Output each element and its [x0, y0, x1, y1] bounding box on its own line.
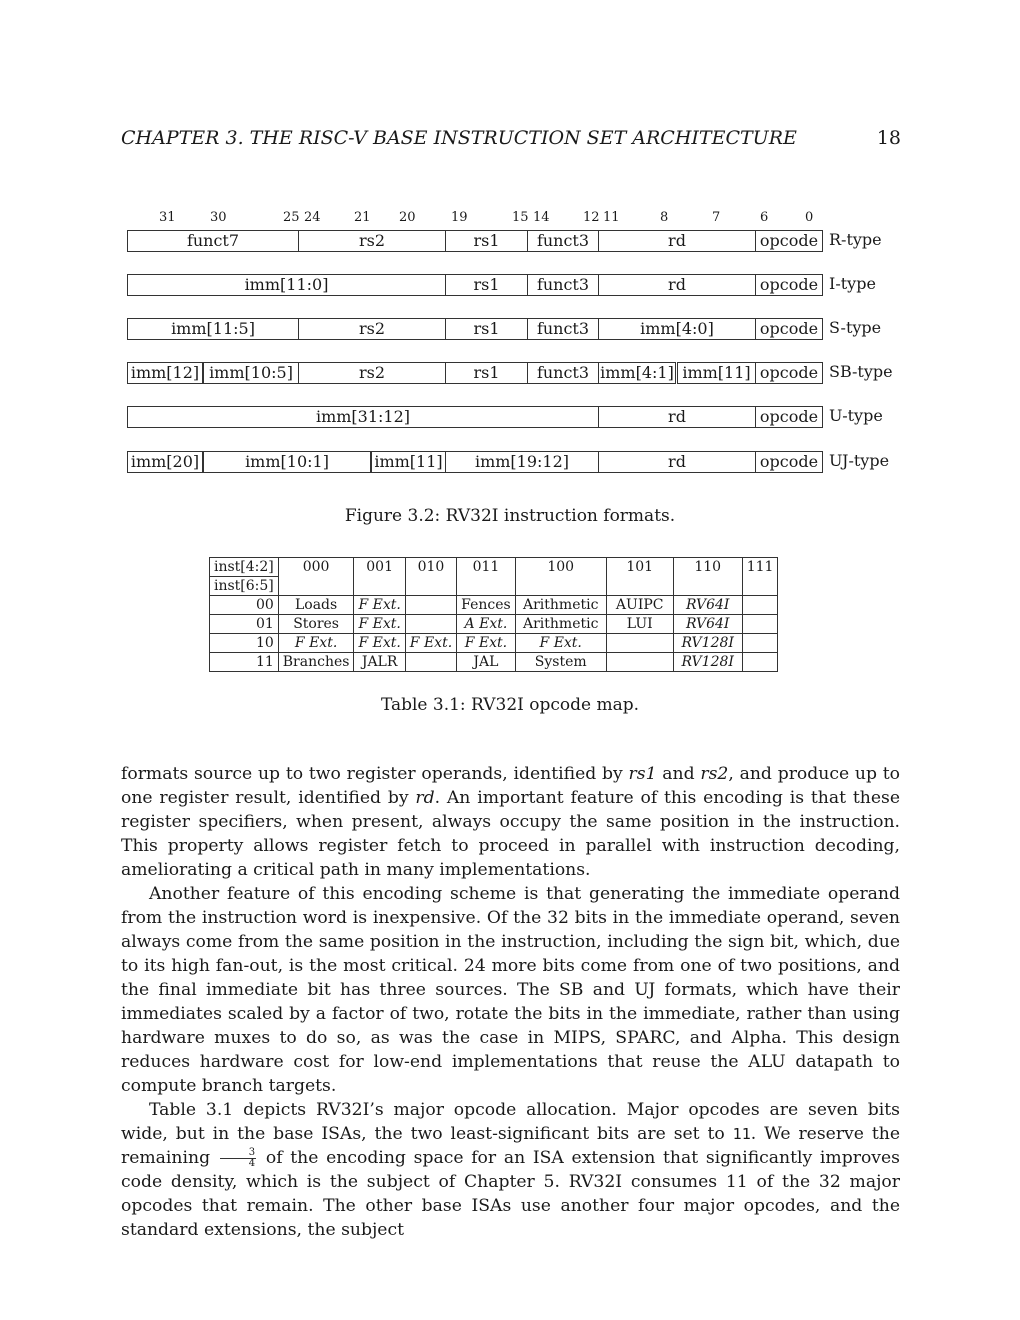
column-header: 011 — [457, 558, 516, 596]
field-rs1: rs1 — [445, 230, 528, 252]
table-cell: F Ext. — [354, 615, 405, 634]
row-label: 11 — [210, 653, 279, 672]
column-header: 111 — [742, 558, 778, 596]
bit-number: 19 — [451, 210, 468, 225]
table-row — [210, 653, 778, 672]
row-label: 01 — [210, 615, 279, 634]
field-rs2: rs2 — [298, 318, 446, 340]
table-cell — [606, 634, 673, 653]
table-cell — [405, 653, 456, 672]
table-cell: Stores — [278, 615, 354, 634]
term-rs1: rs1 — [628, 764, 657, 784]
field-opcode: opcode — [755, 451, 823, 473]
field-opcode: opcode — [755, 318, 823, 340]
table-cell: F Ext. — [405, 634, 456, 653]
bit-number: 15 — [512, 210, 529, 225]
format-type-label: SB-type — [829, 362, 893, 381]
figure-caption: Figure 3.2: RV32I instruction formats. — [344, 506, 676, 526]
table-cell: Branches — [278, 653, 354, 672]
table-cell — [742, 634, 778, 653]
table-cell: F Ext. — [354, 596, 405, 615]
table-cell — [405, 596, 456, 615]
table-cell: F Ext. — [278, 634, 354, 653]
table-caption: Table 3.1: RV32I opcode map. — [380, 695, 640, 715]
text-run: Table 3.1 depicts RV32I’s major opcode allocation. Major opcodes are seven bits wide, but in the base ISAs, the two least-significant bits are set to — [121, 1100, 900, 1144]
paragraph-2: Another feature of this encoding scheme is that generating the immediate operand from the instruction word is inexpensive. Of the 32 bits in the immediate operand, seven always come from the same position in the instruction, including the sign bit, which, due to its high fan-out, is the most critical. 24 more bits come from one of two positions, and the final immediate bit has three sources. The SB and UJ formats, which have their immediates scaled by a factor of two, rotate the bits in the immediate, rather than using hardware muxes to do so, as was the case in MIPS, SPARC, and Alpha. This design reduces hardware cost for low-end implementations that reuse the ALU datapath to compute branch targets. — [121, 884, 900, 1096]
format-type-label: S-type — [829, 318, 882, 337]
table-corner-bottom: inst[6:5] — [210, 577, 279, 596]
column-header: 000 — [278, 558, 354, 596]
bit-number: 7 — [712, 210, 721, 225]
code-literal: 11 — [732, 1125, 751, 1143]
bit-number: 21 — [354, 210, 371, 225]
bit-number: 14 — [533, 210, 550, 225]
table-cell — [405, 615, 456, 634]
field-rs2: rs2 — [298, 230, 446, 252]
field-rd: rd — [598, 451, 756, 473]
column-header: 110 — [673, 558, 742, 596]
table-cell: RV64I — [673, 615, 742, 634]
field-opcode: opcode — [755, 406, 823, 428]
table-cell: JALR — [354, 653, 405, 672]
field-imm-4-1: imm[4:1] — [598, 362, 676, 384]
term-rs2: rs2 — [700, 764, 729, 784]
table-corner-top: inst[4:2] — [210, 558, 279, 577]
fraction — [220, 1148, 256, 1169]
text-run: . We reserve the remaining — [121, 1124, 900, 1168]
bit-number: 20 — [399, 210, 416, 225]
bit-number: 6 — [760, 210, 769, 225]
table-cell: RV64I — [673, 596, 742, 615]
column-header: 010 — [405, 558, 456, 596]
field-rs1: rs1 — [445, 274, 528, 296]
field-rs1: rs1 — [445, 318, 528, 340]
field-rs1: rs1 — [445, 362, 528, 384]
bit-number: 31 — [159, 210, 176, 225]
body-text — [121, 762, 900, 1242]
table-cell — [742, 596, 778, 615]
field-funct3: funct3 — [527, 362, 599, 384]
field-funct3: funct3 — [527, 274, 599, 296]
field-imm-31-12: imm[31:12] — [127, 406, 599, 428]
table-cell: JAL — [457, 653, 516, 672]
column-header: 001 — [354, 558, 405, 596]
table-cell: F Ext. — [354, 634, 405, 653]
text-run: of the encoding space for an ISA extension that significantly improves code density, which is the subject of Chapter 5. RV32I consumes 11 of the 32 major opcodes that remain. The other base ISAs use another four major opcodes, and the standard extensions, the subject — [121, 1148, 900, 1240]
format-type-label: U-type — [829, 406, 883, 425]
bit-number: 30 — [210, 210, 227, 225]
table-cell: Loads — [278, 596, 354, 615]
table-cell — [742, 615, 778, 634]
column-header: 100 — [515, 558, 606, 596]
table-cell: RV128I — [673, 634, 742, 653]
table-row — [210, 615, 778, 634]
table-cell — [742, 653, 778, 672]
opcode-map-table — [209, 557, 778, 672]
bit-number: 24 — [304, 210, 321, 225]
table-cell: F Ext. — [457, 634, 516, 653]
bit-number: 8 — [660, 210, 669, 225]
table-cell: Arithmetic — [515, 596, 606, 615]
table-cell: A Ext. — [457, 615, 516, 634]
column-header: 101 — [606, 558, 673, 596]
text-run: formats source up to two register operands, identified by — [121, 764, 629, 784]
table-cell: AUIPC — [606, 596, 673, 615]
table-cell: F Ext. — [515, 634, 606, 653]
field-funct3: funct3 — [527, 230, 599, 252]
field-imm-20: imm[20] — [127, 451, 203, 473]
field-opcode: opcode — [755, 230, 823, 252]
table-cell: LUI — [606, 615, 673, 634]
field-imm-10-1: imm[10:1] — [203, 451, 371, 473]
field-rd: rd — [598, 274, 756, 296]
fraction-numerator: 3 — [220, 1148, 256, 1159]
bit-number: 25 — [283, 210, 300, 225]
field-imm-19-12: imm[19:12] — [445, 451, 599, 473]
field-opcode: opcode — [755, 274, 823, 296]
page-number: 18 — [876, 127, 901, 149]
text-run: and — [656, 764, 701, 784]
bit-number: 0 — [805, 210, 814, 225]
term-rd: rd — [415, 788, 435, 808]
field-imm: imm[11:0] — [127, 274, 446, 296]
table-cell: RV128I — [673, 653, 742, 672]
fraction-denominator: 4 — [248, 1158, 256, 1169]
table-cell: System — [515, 653, 606, 672]
chapter-title: CHAPTER 3. THE RISC-V BASE INSTRUCTION SET ARCHITECTURE — [121, 127, 797, 149]
table-cell: Fences — [457, 596, 516, 615]
table-row — [210, 634, 778, 653]
page-header — [121, 127, 901, 149]
field-funct7: funct7 — [127, 230, 299, 252]
format-type-label: UJ-type — [829, 451, 890, 470]
row-label: 00 — [210, 596, 279, 615]
table-cell — [606, 653, 673, 672]
table-row — [210, 596, 778, 615]
field-imm-high: imm[11:5] — [127, 318, 299, 340]
text-run: , and produce up to one register result, identified by — [121, 764, 901, 808]
field-rd: rd — [598, 230, 756, 252]
field-rd: rd — [598, 406, 756, 428]
paragraph-3 — [121, 1098, 900, 1242]
field-imm-11: imm[11] — [371, 451, 446, 473]
table-cell: Arithmetic — [515, 615, 606, 634]
row-label: 10 — [210, 634, 279, 653]
bit-number: 12 — [583, 210, 600, 225]
field-imm-low: imm[4:0] — [598, 318, 756, 340]
table-header-row — [210, 558, 778, 577]
format-type-label: R-type — [829, 230, 882, 249]
field-rs2: rs2 — [298, 362, 446, 384]
text-run: . An important feature of this encoding is that these register specifiers, when present, always occupy the same position in the instruction. This property allows register fetch to proceed in parallel with instruction decoding, ameliorating a critical path in many implementations. — [121, 788, 900, 880]
field-imm-12: imm[12] — [127, 362, 203, 384]
field-funct3: funct3 — [527, 318, 599, 340]
paragraph-1 — [121, 762, 900, 882]
field-imm-11: imm[11] — [677, 362, 756, 384]
format-type-label: I-type — [829, 274, 876, 293]
bit-number: 11 — [603, 210, 620, 225]
field-opcode: opcode — [755, 362, 823, 384]
field-imm-10-5: imm[10:5] — [203, 362, 299, 384]
